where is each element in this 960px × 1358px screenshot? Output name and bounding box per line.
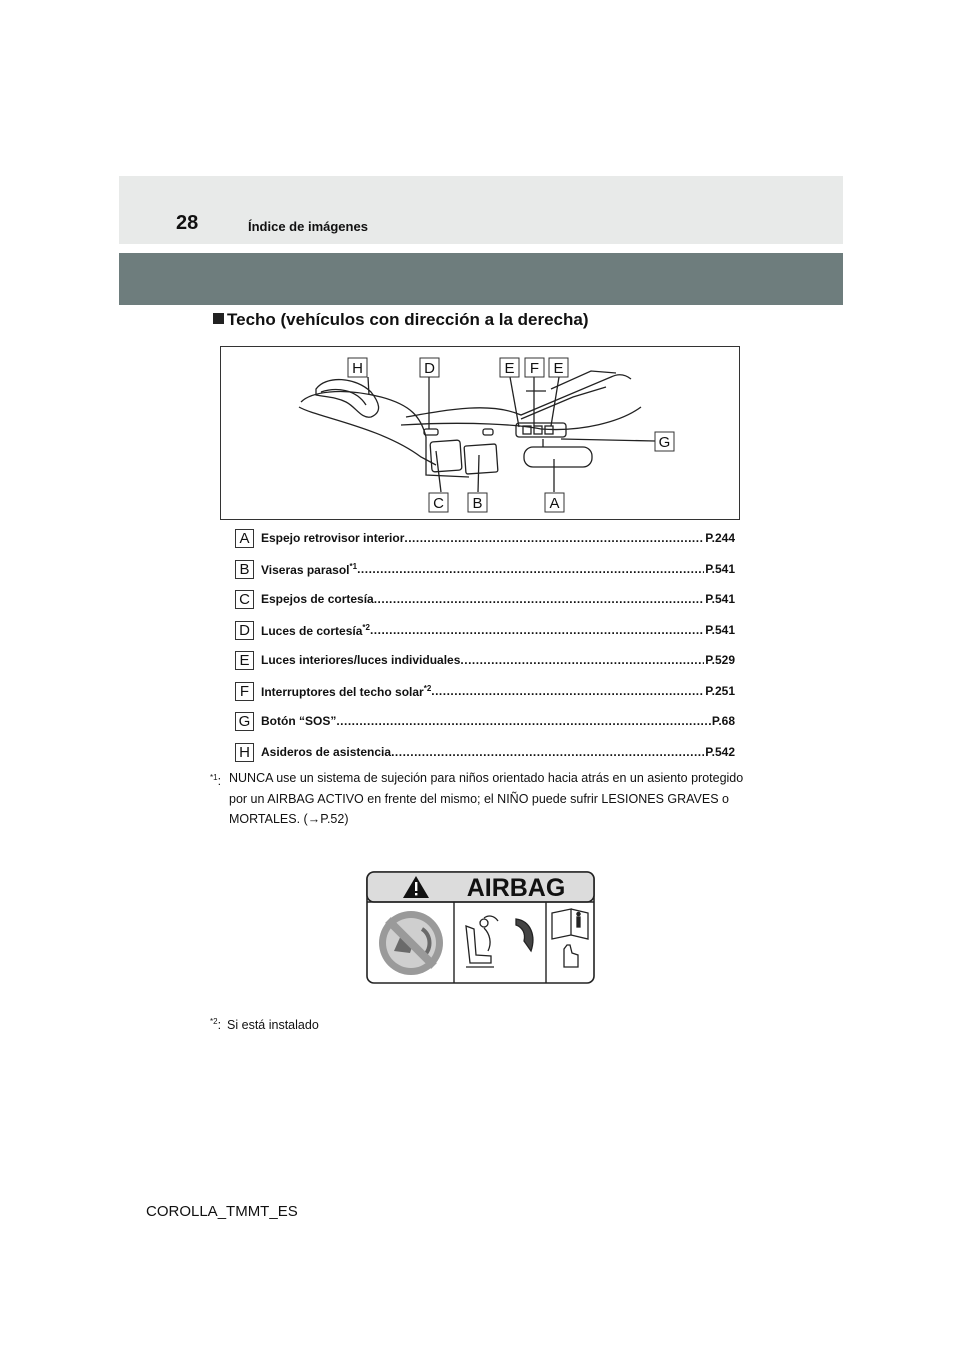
legend-key: D — [235, 621, 254, 640]
legend-page-ref: P.68 — [711, 714, 735, 728]
legend-label: Luces de cortesía$^{*2}$ — [261, 622, 370, 638]
legend-page-ref: P.251 — [705, 683, 735, 698]
footnote-2 — [210, 1017, 319, 1032]
airbag-title: AIRBAG — [466, 874, 566, 902]
roof-diagram — [221, 347, 739, 519]
legend-item — [235, 649, 735, 680]
legend-list — [235, 527, 735, 771]
legend-label: Luces interiores/luces individuales — [261, 653, 461, 667]
footnote-text: NUNCA use un sistema de sujeción para niños orientado hacia atrás en un asiento protegido por un AIRBAG ACTIVO en frente del mismo; el NIÑO puede sufrir LESIONES GRAVES o MORTALES. (→P.52) — [229, 771, 744, 826]
legend-page-ref: P.541 — [705, 561, 735, 576]
footnote-ref: *2 — [423, 683, 432, 693]
footnote-ref: *1 — [349, 561, 358, 571]
footnote-marker: $^{*1}$: — [210, 773, 222, 789]
square-bullet-icon — [213, 313, 224, 324]
legend-page-ref: P.244 — [705, 531, 735, 545]
callout-D: D — [424, 360, 435, 377]
legend-key: H — [235, 743, 254, 762]
legend-item — [235, 588, 735, 619]
callout-A: A — [549, 495, 560, 512]
header-band — [119, 176, 843, 244]
legend-label: Botón “SOS” — [261, 714, 337, 728]
callout-F: F — [529, 360, 540, 377]
legend-item — [235, 741, 735, 772]
legend-key: A — [235, 529, 254, 548]
footnote-ref: *2 — [362, 622, 370, 632]
callout-B: B — [472, 495, 483, 512]
legend-key: E — [235, 651, 254, 670]
document-code: COROLLA_TMMT_ES — [146, 1203, 298, 1220]
legend-page-ref: P.541 — [705, 592, 735, 606]
legend-label: Asideros de asistencia — [261, 744, 392, 759]
legend-item — [235, 619, 735, 650]
header-title: Índice de imágenes — [248, 219, 368, 234]
airbag-warning-label — [366, 871, 595, 984]
section-band — [119, 253, 843, 305]
section-title-text: Techo (vehículos con dirección a la derecha) — [227, 310, 589, 329]
legend-item — [235, 680, 735, 711]
no-rear-facing-seat-icon — [379, 911, 443, 975]
legend-label: Espejos de cortesía — [261, 592, 374, 606]
legend-key: C — [235, 590, 254, 609]
legend-key: F — [235, 682, 254, 701]
section-title — [213, 310, 589, 330]
footnote-text: Si está instalado — [227, 1018, 319, 1033]
callout-E-right: E — [553, 360, 564, 377]
legend-page-ref: P.541 — [705, 622, 735, 637]
callout-G: G — [658, 434, 671, 451]
footnote-marker: $^{*2}$: — [210, 1017, 222, 1033]
legend-item — [235, 527, 735, 558]
page-number: 28 — [176, 212, 199, 234]
roof-illustration — [220, 346, 740, 520]
legend-label: Viseras parasol$^{*1}$ — [261, 561, 358, 577]
legend-page-ref: P.542 — [705, 744, 735, 759]
legend-key: B — [235, 560, 254, 579]
legend-item — [235, 710, 735, 741]
legend-page-ref: P.529 — [705, 653, 735, 667]
legend-label: Interruptores del techo solar$^{*2}$ — [261, 683, 432, 699]
legend-label: Espejo retrovisor interior — [261, 531, 405, 545]
callout-H: H — [352, 360, 363, 377]
legend-item — [235, 558, 735, 589]
legend-key: G — [235, 712, 254, 731]
callout-E-left: E — [504, 360, 515, 377]
footnote-1 — [210, 768, 745, 830]
callout-C: C — [433, 495, 444, 512]
